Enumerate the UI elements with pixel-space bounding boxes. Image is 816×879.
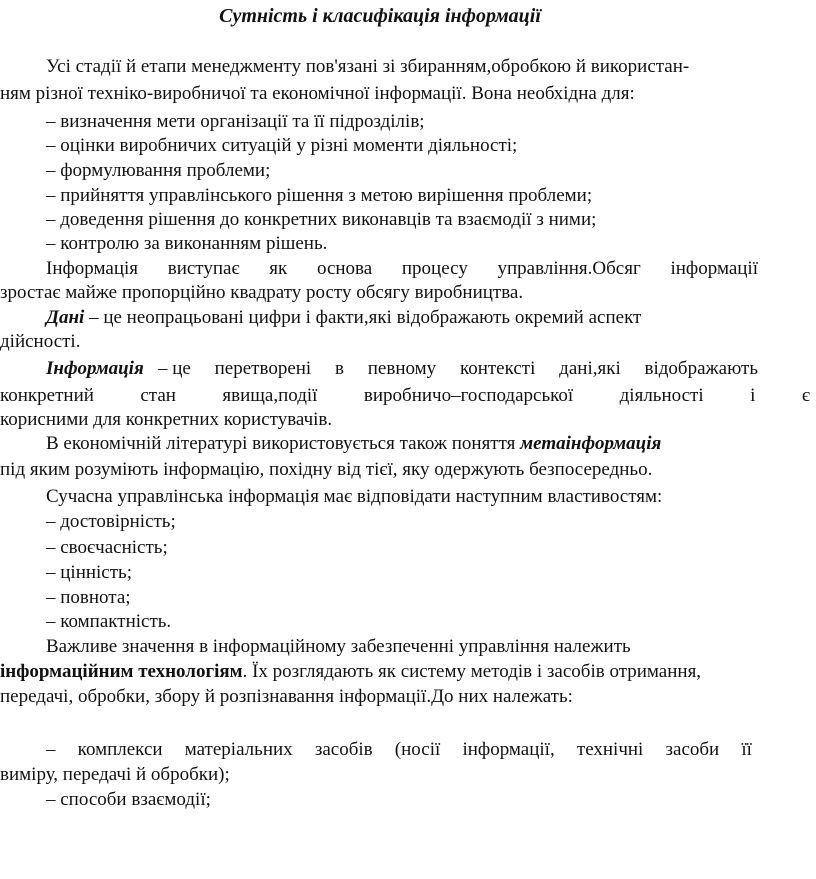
word: засобів: [314, 739, 373, 760]
word: інформації,: [462, 739, 555, 760]
word: комплекси: [77, 739, 163, 760]
meta-line-2: під яким розуміють інформацію, похідну від тієї, яку одержують безпосередньо.: [0, 459, 653, 480]
word: процесу: [401, 258, 468, 279]
word: діяльності: [619, 385, 704, 406]
word: відображають: [644, 358, 758, 379]
property-item-1: – достовірність;: [46, 511, 176, 532]
needs-item-5: – доведення рішення до конкретних виконавців та взаємодії з ними;: [46, 209, 597, 230]
data-term: Дані: [46, 307, 85, 328]
tech-term: інформаційним технологіям: [0, 661, 243, 682]
info-role-line-2: зростає майже пропорційно квадрату росту обсягу виробництва.: [0, 282, 524, 303]
word: інформації: [670, 258, 758, 279]
intro-line-1: Усі стадії й етапи менеджменту пов'язані зі збиранням,обробкою й використан-: [46, 56, 690, 77]
intro-line-2: ням різної техніко-виробничої та економічної інформації. Вона необхідна для:: [0, 83, 635, 104]
word: є: [801, 385, 810, 406]
word: перетворені: [214, 358, 312, 379]
meta-term: метаінформація: [520, 433, 662, 454]
word: технічні: [576, 739, 644, 760]
document-title: Сутність і класифікація інформації: [219, 5, 541, 27]
word: – це: [158, 358, 191, 379]
needs-item-2: – оцінки виробничих ситуацій у різні моменти діяльності;: [46, 135, 518, 156]
info-term: Інформація: [46, 358, 144, 379]
needs-item-1: – визначення мети організації та її підрозділів;: [46, 111, 425, 132]
means-line-2: виміру, передачі й обробки);: [0, 764, 230, 785]
property-item-5: – компактність.: [46, 611, 172, 632]
word: засоби: [665, 739, 720, 760]
word: в: [334, 358, 344, 379]
tech-line-1: Важливе значення в інформаційному забезпеченні управління належить: [46, 636, 631, 657]
word: виробничо–господарської: [363, 385, 574, 406]
info-definition-line-1: [158, 358, 758, 380]
means-line-3: – способи взаємодії;: [46, 789, 211, 810]
info-role-line-1: [46, 258, 758, 280]
tech-line-2: [0, 661, 701, 683]
word: (носії: [394, 739, 441, 760]
property-item-2: – своєчасність;: [46, 537, 168, 558]
word: матеріальних: [184, 739, 293, 760]
properties-intro: Сучасна управлінська інформація має відповідати наступним властивостям:: [46, 486, 663, 507]
word: дані,які: [559, 358, 621, 379]
word: її: [741, 739, 752, 760]
word: контексті: [459, 358, 536, 379]
word: конкретний: [0, 385, 94, 406]
means-line-1: [46, 739, 752, 761]
word: виступає: [167, 258, 240, 279]
property-item-3: – цінність;: [46, 562, 132, 583]
data-definition-text: – це неопрацьовані цифри і факти,які відображають окремий аспект: [84, 307, 642, 328]
tech-line-3: передачі, обробки, збору й розпізнавання інформації.До них належать:: [0, 686, 573, 707]
meta-line-1: [46, 433, 661, 455]
data-definition-line-2: дійсності.: [0, 331, 81, 352]
info-term-line: [46, 358, 144, 380]
word: основа: [316, 258, 373, 279]
info-definition-line-3: корисними для конкретних користувачів.: [0, 409, 333, 430]
word: –: [46, 739, 56, 760]
needs-item-3: – формулювання проблеми;: [46, 160, 271, 181]
word: Інформація: [46, 258, 139, 279]
info-definition-line-2: [0, 385, 810, 407]
data-definition-line-1: [46, 307, 641, 329]
property-item-4: – повнота;: [46, 587, 131, 608]
word: стан: [140, 385, 176, 406]
word: явища,події: [222, 385, 318, 406]
word: як: [269, 258, 288, 279]
needs-item-6: – контролю за виконанням рішень.: [46, 233, 328, 254]
word: певному: [367, 358, 437, 379]
tech-line-2-text: . Їх розглядають як систему методів і засобів отримання,: [242, 661, 702, 682]
meta-prefix: В економічній літературі використовується також поняття: [46, 433, 521, 454]
word: і: [750, 385, 756, 406]
needs-item-4: – прийняття управлінського рішення з метою вирішення проблеми;: [46, 185, 593, 206]
word: управління.Обсяг: [497, 258, 641, 279]
